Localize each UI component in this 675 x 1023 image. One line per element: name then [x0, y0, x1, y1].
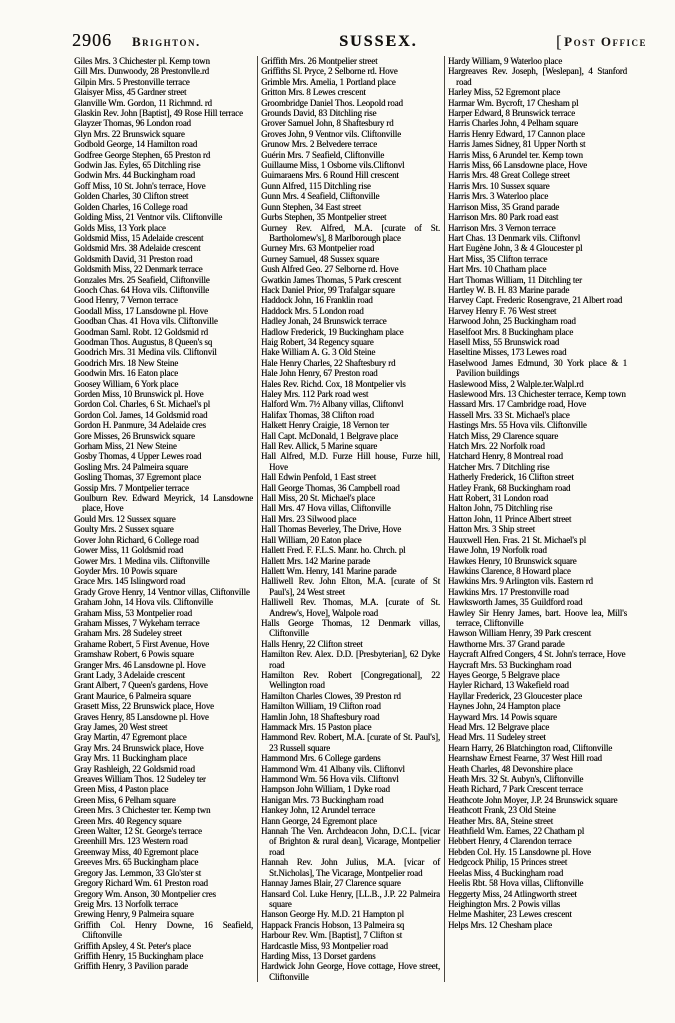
- directory-entry: Grace Mrs. 145 Islingword road: [74, 576, 186, 587]
- directory-entry: Harvey Capt. Frederic Rosengrave, 21 Albert road: [448, 295, 623, 306]
- directory-entry: Hannay James Blair, 27 Clarence square: [261, 878, 401, 889]
- directory-entry: Gray Mrs. 24 Brunswick place, Hove: [74, 742, 204, 753]
- directory-entry: Grant Maurice, 6 Palmeira square: [74, 690, 191, 701]
- header-left-group: [72, 30, 201, 51]
- directory-entry: Giles Mrs. 3 Chichester pl. Kemp town: [74, 56, 210, 66]
- directory-entry: Grady Grove Henry, 14 Ventnor villas, Cliftonville: [74, 586, 250, 597]
- directory-entry: Hallett Wm. Henry, 141 Marine parade: [261, 565, 397, 576]
- directory-entry: Hamilton William, 19 Clifton road: [261, 701, 381, 712]
- directory-entry: Hatt Robert, 31 London road: [448, 493, 549, 504]
- page-number: 2906: [72, 30, 112, 50]
- directory-entry: Haselfoot Mrs. 8 Buckingham place: [448, 326, 574, 337]
- directory-entry: Hall Mrs. 23 Silwood place: [261, 513, 357, 524]
- directory-entry: Glaskin Rev. John [Baptist], 49 Rose Hill terrace: [74, 108, 243, 119]
- directory-entry: Goldsmith Miss, 22 Denmark terrace: [74, 264, 203, 275]
- directory-entry: Hardcastle Miss, 93 Montpelier road: [261, 940, 388, 951]
- directory-entry: Harbour Rev. Wm. [Baptist], 7 Clifton st: [261, 930, 402, 941]
- directory-entry: Hawkins Mrs. 9 Arlington vils. Eastern rd: [448, 576, 593, 587]
- directory-entry: Goodman Saml. Robt. 12 Goldsmid rd: [74, 326, 208, 337]
- directory-entry: Hastings Mrs. 55 Hova vils. Cliftonville: [448, 420, 587, 431]
- directory-entry: Heath Mrs. 32 St. Aubyn's, Cliftonville: [448, 774, 584, 785]
- directory-entry: Hamilton Rev. Alex. D.D. [Presbyterian], 62 Dyke road: [261, 649, 440, 670]
- directory-entry: Goyder Mrs. 10 Powis square: [74, 565, 178, 576]
- directory-column-2: [261, 56, 440, 982]
- directory-entry: Greeves Mrs. 65 Buckingham place: [74, 857, 199, 868]
- directory-entry: Harper Edward, 8 Brunswick terrace: [448, 108, 575, 119]
- directory-entry: Godwin Mrs. 44 Buckingham road: [74, 170, 195, 181]
- directory-entry: Haseltine Misses, 173 Lewes road: [448, 347, 567, 358]
- directory-entry: Gurney Samuel, 48 Sussex square: [261, 253, 379, 264]
- directory-entry: Harwood John, 25 Buckingham road: [448, 316, 576, 327]
- directory-entry: Hayward Mrs. 14 Powis square: [448, 711, 557, 722]
- directory-entry: Hebden Col. Hy. 15 Lansdowne pl. Hove: [448, 846, 591, 857]
- directory-entry: Hammond Wm. 56 Hova vils. Cliftonvl: [261, 774, 399, 785]
- directory-entry: Griffith Col. Henry Downe, 16 Seafield, Cliftonville: [74, 919, 253, 941]
- directory-entry: Hawksworth James, 35 Guildford road: [448, 597, 583, 608]
- directory-entry: Gregory Richard Wm. 61 Preston road: [74, 878, 208, 889]
- directory-entry: Goodman Thos. Augustus, 8 Queen's sq: [74, 336, 213, 347]
- directory-entry: Gray Martin, 47 Egremont place: [74, 732, 187, 743]
- directory-entry: Harris Miss, 66 Lansdowne place, Hove: [448, 160, 588, 171]
- directory-entry: Hanigan Mrs. 73 Buckingham road: [261, 794, 384, 805]
- directory-entry: Hall Alfred, M.D. Furze Hill house, Furze hill, Hove: [261, 451, 440, 472]
- directory-entry: Grant Lady, 3 Adelaide crescent: [74, 669, 185, 680]
- directory-entry: Hassard Mrs. 17 Cambridge road, Hove: [448, 399, 587, 410]
- directory-entry: Hatcher Mrs. 7 Ditchling rise: [448, 461, 550, 472]
- directory-entry: Hedgcock Philip, 15 Princes street: [448, 857, 568, 868]
- directory-entry: Hargreaves Rev. Joseph, [Weslepan], 4 Stanford road: [448, 66, 627, 87]
- column-rule-1: [257, 56, 258, 982]
- directory-entry: Hatton John, 11 Prince Albert street: [448, 513, 572, 524]
- directory-entry: Hawley Sir Henry James, bart. Hoove lea, Mill's terrace, Cliftonville: [448, 607, 627, 628]
- directory-entry: Graham Misses, 7 Wykeham terrace: [74, 617, 200, 628]
- directory-entry: Hayllar Frederick, 23 Gloucester place: [448, 690, 582, 701]
- directory-entry: Hauxwell Hen. Fras. 21 St. Michael's pl: [448, 534, 586, 545]
- directory-entry: Glanville Wm. Gordon, 11 Richmnd. rd: [74, 97, 212, 108]
- directory-entry: Hatton Mrs. 3 Ship street: [448, 524, 535, 535]
- directory-entry: Hammond Mrs. 6 College gardens: [261, 753, 381, 764]
- directory-column-1: [74, 56, 253, 982]
- directory-entry: Head Mrs. 12 Belgrave place: [448, 722, 550, 732]
- directory-entry: Grahame Robert, 5 First Avenue, Hove: [74, 638, 209, 649]
- directory-entry: Harris Miss, 6 Arundel ter. Kemp town: [448, 149, 583, 160]
- directory-entry: Halford Wm. 7½ Albany villas, Cliftonvl: [261, 399, 404, 410]
- directory-entry: Goldsmid Miss, 15 Adelaide crescent: [74, 232, 204, 243]
- directory-entry: Godwin Jas. Eyles, 65 Ditchling rise: [74, 160, 201, 171]
- directory-entry: Griffith Henry, 3 Pavilion parade: [74, 961, 189, 972]
- directory-entry: Guimaraens Mrs. 6 Round Hill crescent: [261, 170, 399, 181]
- directory-entry: Hadlow Frederick, 19 Buckingham place: [261, 326, 404, 337]
- directory-entry: Grewing Henry, 9 Palmeira square: [74, 909, 194, 920]
- directory-entry: Hallett Fred. F. F.L.S. Manr. ho. Chrch. pl: [261, 545, 406, 556]
- directory-entry: Gray Mrs. 11 Buckingham place: [74, 753, 187, 764]
- directory-entry: Gwatkin James Thomas, 5 Park crescent: [261, 274, 402, 285]
- directory-entry: Green Miss, 4 Paston place: [74, 784, 169, 795]
- directory-entry: Guérin Mrs. 7 Seafield, Cliftonville: [261, 149, 385, 160]
- directory-entry: Hanson George Hy. M.D. 21 Hampton pl: [261, 909, 404, 920]
- directory-entry: Hart Mrs. 10 Chatham place: [448, 264, 547, 275]
- county-title: SUSSEX.: [339, 33, 418, 50]
- directory-entry: Hadley Jonah, 24 Brunswick terrace: [261, 316, 387, 327]
- directory-entry: Goosey William, 6 York place: [74, 378, 179, 389]
- directory-entry: Hatch Miss, 29 Clarence square: [448, 430, 559, 441]
- directory-entry: Green Walter, 12 St. George's terrace: [74, 826, 202, 837]
- directory-entry: Happack Francis Hobson, 13 Palmeira sq: [261, 919, 405, 930]
- directory-entry: Goulburn Rev. Edward Meyrick, 14 Lansdowne place, Hove: [74, 493, 253, 514]
- directory-entry: Hebbert Henry, 4 Clarendon terrace: [448, 836, 572, 847]
- directory-entry: Green Mrs. 40 Regency square: [74, 815, 182, 826]
- directory-entry: Heathcott Frank, 23 Old Steine: [448, 805, 556, 816]
- directory-columns: [74, 56, 627, 982]
- directory-entry: Gray James, 20 West street: [74, 722, 168, 732]
- directory-entry: Gurney Rev. Alfred, M.A. [curate of St. Bartholomew's], 8 Marlborough place: [261, 222, 440, 243]
- directory-entry: Gurney Mrs. 63 Montpelier road: [261, 243, 375, 254]
- directory-entry: Harris Henry Edward, 17 Cannon place: [448, 128, 585, 139]
- directory-entry: Goldsmid Mrs. 38 Adelaide crescent: [74, 243, 201, 254]
- directory-entry: Hake William A. G. 3 Old Steine: [261, 347, 376, 358]
- directory-entry: Greenhill Mrs. 123 Western road: [74, 836, 188, 847]
- opening-bracket: [: [556, 32, 564, 51]
- directory-entry: Heathcote John Moyer, J.P. 24 Brunswick square: [448, 794, 618, 805]
- directory-entry: Hann George, 24 Egremont place: [261, 815, 377, 826]
- directory-entry: Heathfield Wm. Eames, 22 Chatham pl: [448, 826, 585, 837]
- directory-entry: Golding Miss, 21 Ventnor vils. Cliftonville: [74, 212, 223, 223]
- directory-entry: Harmar Wm. Bycroft, 17 Chesham pl: [448, 97, 579, 108]
- directory-entry: Golds Miss, 13 York place: [74, 222, 166, 233]
- directory-entry: Hatley Frank, 68 Buckingham road: [448, 482, 571, 493]
- directory-entry: Hamlin John, 18 Shaftesbury road: [261, 711, 380, 722]
- directory-entry: Hart Thomas William, 11 Ditchling ter: [448, 274, 582, 285]
- directory-entry: Gossip Mrs. 7 Montpelier terrace: [74, 482, 189, 493]
- directory-entry: Hall Edwin Penfold, 1 East street: [261, 472, 377, 483]
- directory-column-3: [448, 56, 627, 982]
- directory-entry: Hearnshaw Ernest Fearne, 37 West Hill road: [448, 753, 602, 764]
- directory-entry: Godbold George, 14 Hamilton road: [74, 139, 198, 150]
- directory-entry: Hall George Thomas, 36 Campbell road: [261, 482, 400, 493]
- directory-entry: Harding Miss, 13 Dorset gardens: [261, 950, 376, 961]
- directory-entry: Goodrich Mrs. 31 Medina vils. Cliftonvil: [74, 347, 217, 358]
- directory-entry: Grant Albert, 7 Queen's gardens, Hove: [74, 680, 208, 691]
- directory-entry: Helps Mrs. 12 Chesham place: [448, 919, 553, 930]
- directory-entry: Greaves William Thos. 12 Sudeley ter: [74, 774, 206, 785]
- directory-entry: Goodban Chas. 41 Hova vils. Cliftonville: [74, 316, 218, 327]
- directory-entry: Hall William, 20 Eaton place: [261, 534, 362, 545]
- directory-entry: Hart Chas. 13 Denmark vils. Cliftonvl: [448, 232, 581, 243]
- directory-entry: Hawthorne Mrs. 37 Grand parade: [448, 638, 565, 649]
- directory-entry: Goldsmith David, 31 Preston road: [74, 253, 193, 264]
- directory-entry: Haslewood Mrs. 13 Chichester terrace, Kemp town: [448, 389, 626, 399]
- directory-entry: Griffiths Sl. Pryce, 2 Selborne rd. Hove: [261, 66, 398, 77]
- directory-entry: Harrison Mrs. 80 Park road east: [448, 212, 559, 223]
- directory-entry: Hall Thomas Beverley, The Drive, Hove: [261, 524, 402, 535]
- directory-entry: Hearn Harry, 26 Blatchington road, Cliftonville: [448, 742, 613, 753]
- directory-entry: Hartley W. B. H. 83 Marine parade: [448, 284, 570, 295]
- directory-entry: Hale John Henry, 67 Preston road: [261, 368, 378, 379]
- directory-entry: Hannah Rev. John Julius, M.A. [vicar of St.Nicholas], The Vicarage, Montpelier road: [261, 857, 440, 878]
- directory-entry: Hack Daniel Prior, 99 Trafalgar square: [261, 284, 395, 295]
- directory-entry: Grounds David, 83 Ditchling rise: [261, 108, 377, 119]
- directory-entry: Hatherly Frederick, 16 Clifton street: [448, 472, 574, 483]
- directory-entry: Green Mrs. 3 Chichester ter. Kemp twn: [74, 805, 211, 816]
- directory-entry: Halifax Thomas, 38 Clifton road: [261, 409, 374, 420]
- directory-entry: Hammack Mrs. 15 Paston place: [261, 722, 372, 732]
- directory-entry: Gonzales Mrs. 25 Seafield, Cliftonville: [74, 274, 210, 285]
- directory-entry: Hawkins Clarence, 8 Howard place: [448, 565, 571, 576]
- running-title-right-text: Post Office: [564, 34, 647, 49]
- directory-entry: Groombridge Daniel Thos. Leopold road: [261, 97, 403, 108]
- directory-entry: Hampson John William, 1 Dyke road: [261, 784, 390, 795]
- directory-entry: Haycraft Alfred Congers, 4 St. John's terrace, Hove: [448, 649, 626, 660]
- directory-entry: Glyn Mrs. 22 Brunswick square: [74, 128, 185, 139]
- directory-entry: Gower Mrs. 1 Medina vils. Cliftonville: [74, 555, 210, 566]
- directory-entry: Gunn Mrs. 4 Seafield, Cliftonville: [261, 191, 380, 202]
- directory-entry: Hales Rev. Richd. Cox, 18 Montpelier vls: [261, 378, 406, 389]
- directory-entry: Hansard Col. Luke Henry, [LL.B., J.P. 22 Palmeira square: [261, 888, 440, 909]
- directory-entry: Gosling Thomas, 37 Egremont place: [74, 472, 201, 483]
- directory-entry: Heggerty Miss, 24 Atlingworth street: [448, 888, 577, 899]
- directory-entry: Gorden Miss, 10 Brunswick pl. Hove: [74, 389, 204, 399]
- directory-entry: Heighington Mrs. 2 Powis villas: [448, 898, 561, 909]
- directory-entry: Graham Mrs. 28 Sudeley street: [74, 628, 182, 639]
- directory-entry: Goodwin Mrs. 16 Eaton place: [74, 368, 179, 379]
- directory-entry: Granger Mrs. 46 Lansdowne pl. Hove: [74, 659, 206, 670]
- directory-entry: Harris Mrs. 10 Sussex square: [448, 180, 550, 191]
- directory-entry: Harvey Henry F. 76 West street: [448, 305, 557, 316]
- directory-entry: Hall Rev. Allick, 5 Marine square: [261, 441, 378, 452]
- directory-entry: Harrison Miss, 35 Grand parade: [448, 201, 560, 212]
- directory-entry: Gooch Chas. 64 Hova vils. Cliftonville: [74, 284, 209, 295]
- directory-entry: Grimble Mrs. Amelia, 1 Portland place: [261, 76, 396, 87]
- directory-entry: Gordon Col. Charles, 6 St. Michael's pl: [74, 399, 210, 410]
- directory-entry: Golden Charles, 16 College road: [74, 201, 188, 212]
- directory-entry: Haddock Mrs. 5 London road: [261, 305, 364, 316]
- directory-entry: Hammond Wm. 41 Albany vils. Cliftonvl: [261, 763, 405, 774]
- directory-entry: Goff Miss, 10 St. John's terrace, Hove: [74, 180, 206, 191]
- directory-entry: Grover Samuel John, 8 Shaftesbury rd: [261, 118, 394, 129]
- page-header: [72, 30, 647, 54]
- directory-entry: Gramshaw Robert, 6 Powis square: [74, 649, 194, 660]
- directory-entry: Green Miss, 6 Pelham square: [74, 794, 176, 805]
- directory-entry: Gorham Miss, 21 New Steine: [74, 441, 177, 452]
- directory-entry: Hart Eugène John, 3 & 4 Gloucester pl: [448, 243, 583, 254]
- directory-entry: Gunn Stephen, 34 East street: [261, 201, 361, 212]
- directory-entry: Harrison Mrs. 3 Vernon terrace: [448, 222, 556, 233]
- directory-entry: Greenway Miss, 40 Egremont place: [74, 846, 199, 857]
- directory-entry: Gosby Thomas, 4 Upper Lewes road: [74, 451, 202, 462]
- directory-entry: Godfree George Stephen, 65 Preston rd: [74, 149, 211, 160]
- directory-entry: Haley Mrs. 112 Park road west: [261, 389, 369, 399]
- directory-entry: Hamilton Rev. Robert [Congregational], 22 Wellington road: [261, 669, 440, 691]
- directory-entry: Hall Miss, 20 St. Michael's place: [261, 493, 375, 504]
- directory-entry: Hayler Richard, 13 Wakefield road: [448, 680, 569, 691]
- directory-entry: Halls Henry, 22 Clifton street: [261, 638, 363, 649]
- directory-entry: Gregory Wm. Anson, 30 Montpelier cres: [74, 888, 216, 899]
- column-rule-2: [444, 56, 445, 982]
- directory-entry: Gower Miss, 11 Goldsmid road: [74, 545, 184, 556]
- directory-entry: Harris Mrs. 3 Waterloo place: [448, 191, 549, 202]
- directory-entry: Glayzer Thomas, 96 London road: [74, 118, 191, 129]
- directory-entry: Heath Richard, 7 Park Crescent terrace: [448, 784, 583, 795]
- directory-entry: Hall Mrs. 47 Hova villas, Cliftonville: [261, 503, 391, 514]
- directory-entry: Grasett Miss, 22 Brunswick place, Hove: [74, 701, 214, 712]
- directory-entry: Griffith Henry, 15 Buckingham place: [74, 950, 204, 961]
- directory-entry: Haig Robert, 34 Regency square: [261, 336, 374, 347]
- directory-entry: Hannah The Ven. Archdeacon John, D.C.L. [vicar of Brighton & rural dean], Vicarage, Montpelier road: [261, 826, 440, 857]
- directory-entry: Harris Mrs. 48 Great College street: [448, 170, 570, 181]
- directory-entry: Gordon H. Panmure, 34 Adelaide cres: [74, 420, 206, 431]
- directory-entry: Gurbs Stephen, 35 Montpelier street: [261, 212, 387, 223]
- directory-entry: Graves Henry, 85 Lansdowne pl. Hove: [74, 711, 209, 722]
- directory-entry: Hale Henry Charles, 22 Shaftesbury rd: [261, 357, 396, 368]
- directory-entry: Harris James Sidney, 81 Upper North st: [448, 139, 586, 150]
- directory-entry: Greig Mrs. 13 Norfolk terrace: [74, 898, 178, 909]
- directory-entry: Gush Alfred Geo. 27 Selborne rd. Hove: [261, 264, 399, 275]
- directory-entry: Heelas Miss, 4 Buckingham road: [448, 867, 564, 878]
- directory-entry: Hasell Miss, 55 Brunswick road: [448, 336, 560, 347]
- directory-entry: Hallett Mrs. 142 Marine parade: [261, 555, 371, 566]
- directory-entry: Halls George Thomas, 12 Denmark villas, Cliftonville: [261, 617, 440, 639]
- directory-entry: Gregory Jas. Lemmon, 33 Glo'ster st: [74, 867, 202, 878]
- directory-entry: Good Henry, 7 Vernon terrace: [74, 295, 178, 306]
- running-title-right: [556, 32, 647, 52]
- directory-entry: Haycraft Mrs. 53 Buckingham road: [448, 659, 572, 670]
- directory-entry: Hatchard Henry, 8 Montreal road: [448, 451, 563, 462]
- directory-entry: Grunow Mrs. 2 Belvedere terrace: [261, 139, 377, 150]
- directory-entry: Hankey John, 12 Arundel terrace: [261, 805, 375, 816]
- directory-entry: Gover John Richard, 6 College road: [74, 534, 199, 545]
- directory-entry: Hammond Rev. Robert, M.A. [curate of St. Paul's], 23 Russell square: [261, 732, 440, 753]
- directory-entry: Hardy William, 9 Waterloo place: [448, 56, 563, 66]
- directory-entry: Gosling Mrs. 24 Palmeira square: [74, 461, 188, 472]
- directory-entry: Halton John, 75 Ditchling rise: [448, 503, 553, 514]
- directory-entry: Heath Charles, 48 Devonshire place: [448, 763, 573, 774]
- directory-entry: Groves John, 9 Ventnor vils. Cliftonville: [261, 128, 401, 139]
- directory-entry: Hassell Mrs. 33 St. Michael's place: [448, 409, 570, 420]
- directory-entry: Hall Capt. McDonald, 1 Belgrave place: [261, 430, 399, 441]
- directory-entry: Gould Mrs. 12 Sussex square: [74, 513, 176, 524]
- directory-entry: Golden Charles, 30 Clifton street: [74, 191, 189, 202]
- directory-entry: Hardwick John George, Hove cottage, Hove street, Cliftonville: [261, 961, 440, 982]
- running-title-left: Brighton.: [132, 34, 201, 49]
- directory-entry: Griffith Apsley, 4 St. Peter's place: [74, 940, 191, 951]
- directory-entry: Gill Mrs. Dunwoody, 28 Prestonvlle.rd: [74, 66, 210, 77]
- directory-entry: Hart Miss, 35 Clifton terrace: [448, 253, 548, 264]
- directory-entry: Griffith Mrs. 26 Montpelier street: [261, 56, 378, 66]
- directory-entry: Halliwell Rev. Thomas, M.A. [curate of St. Andrew's, Hove], Walpole road: [261, 597, 440, 618]
- directory-entry: Gilpin Mrs. 5 Prestonville terrace: [74, 76, 190, 87]
- directory-entry: Hawson William Henry, 39 Park crescent: [448, 628, 591, 639]
- directory-entry: Haslewood Miss, 2 Walple.ter.Walpl.rd: [448, 378, 584, 389]
- directory-entry: Glaisyer Miss, 45 Gardner street: [74, 87, 187, 98]
- directory-entry: Gunn Alfred, 115 Ditchling rise: [261, 180, 371, 191]
- directory-entry: Haddock John, 16 Franklin road: [261, 295, 373, 306]
- directory-entry: Gray Rashleigh, 22 Goldsmid road: [74, 763, 195, 774]
- directory-entry: Gritton Mrs. 8 Lewes crescent: [261, 87, 366, 98]
- directory-entry: Halkett Henry Craigie, 18 Vernon ter: [261, 420, 389, 431]
- directory-entry: Goulty Mrs. 2 Sussex square: [74, 524, 174, 535]
- directory-entry: Haynes John, 24 Hampton place: [448, 701, 561, 712]
- directory-entry: Head Mrs. 11 Sudeley street: [448, 732, 546, 743]
- directory-entry: Gore Misses, 26 Brunswick square: [74, 430, 195, 441]
- directory-entry: Harley Miss, 52 Egremont place: [448, 87, 561, 98]
- directory-entry: Haselwood James Edmund, 30 York place & 1 Pavilion buildings: [448, 357, 627, 379]
- directory-entry: Heelis Rbt. 58 Hova villas, Cliftonville: [448, 878, 584, 889]
- directory-entry: Goodrich Mrs. 18 New Steine: [74, 357, 179, 368]
- directory-entry: Hawkes Henry, 10 Brunswick square: [448, 555, 577, 566]
- directory-entry: Hawkins Mrs. 17 Prestonville road: [448, 586, 569, 597]
- directory-entry: Helme Mashiter, 23 Lewes crescent: [448, 909, 572, 920]
- directory-entry: Hawe John, 19 Norfolk road: [448, 545, 547, 556]
- directory-entry: Graham John, 14 Hova vils. Cliftonville: [74, 597, 213, 608]
- directory-entry: Graham Miss, 53 Montpelier road: [74, 607, 192, 618]
- directory-entry: Harris Charles John, 4 Pelham square: [448, 118, 578, 129]
- directory-entry: Hatch Mrs. 22 Norfolk road: [448, 441, 545, 452]
- directory-entry: Heather Mrs. 8A, Steine street: [448, 815, 553, 826]
- directory-entry: Gordon Col. James, 14 Goldsmid road: [74, 409, 208, 420]
- directory-entry: Hayes George, 5 Belgrave place: [448, 669, 560, 680]
- directory-entry: Halliwell Rev. John Elton, M.A. [curate of St Paul's], 24 West street: [261, 576, 440, 597]
- directory-entry: Hamilton Charles Clowes, 39 Preston rd: [261, 690, 401, 701]
- directory-entry: Guillaume Miss, 1 Osborne vils.Cliftonvl: [261, 160, 405, 171]
- directory-entry: Goodall Miss, 17 Lansdowne pl. Hove: [74, 305, 208, 316]
